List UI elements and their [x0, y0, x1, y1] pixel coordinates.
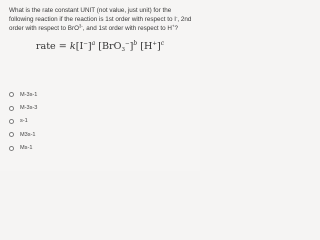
equation-term-iodide-charge: −: [83, 41, 88, 47]
equation-k: k: [69, 41, 76, 52]
equation-exponent-c: c: [160, 40, 165, 47]
radio-button[interactable]: [9, 106, 14, 111]
equation-term-iodide: [I: [75, 41, 84, 52]
answer-option[interactable]: [9, 101, 37, 114]
question-line-3-superscript-2: +: [171, 23, 175, 29]
answer-options: [9, 88, 37, 155]
answer-option[interactable]: [9, 128, 37, 141]
question-text: [9, 6, 195, 33]
equation-exponent-a: a: [91, 40, 96, 47]
radio-button[interactable]: [9, 132, 14, 137]
answer-option[interactable]: [9, 142, 37, 155]
question-line-2-end: , 2nd: [177, 16, 192, 23]
radio-button[interactable]: [9, 92, 14, 97]
radio-button[interactable]: [9, 119, 14, 124]
equation-lhs: rate =: [35, 41, 70, 52]
equation-term-hydrogen: [H: [140, 41, 153, 52]
question-line-3-end: ?: [174, 25, 178, 32]
question-line-3-superscript: 3-: [79, 23, 83, 29]
equation-term-bromate-close: ]: [129, 41, 134, 52]
equation-term-bromate-charge: −: [125, 41, 130, 47]
answer-option-label: s-1: [20, 118, 28, 125]
question-line-3: order with respect to BrO: [9, 25, 79, 32]
answer-option[interactable]: [9, 88, 37, 101]
question-line-2-superscript: -: [175, 14, 178, 20]
answer-option[interactable]: [9, 115, 37, 128]
equation-term-bromate: [BrO: [98, 41, 122, 52]
question-line-1: What is the rate constant UNIT (not value, just unit) for the: [9, 7, 172, 14]
answer-option-label: M-3s-1: [20, 91, 38, 98]
rate-law-equation: [0, 40, 200, 53]
equation-term-iodide-close: ]: [87, 41, 92, 52]
question-line-3-middle: , and 1st order with respect to H: [82, 25, 172, 32]
answer-option-label: Ms-1: [20, 145, 33, 152]
radio-button[interactable]: [9, 146, 14, 151]
equation-term-hydrogen-charge: +: [152, 41, 157, 47]
answer-option-label: M-3s-3: [20, 105, 38, 112]
question-card: [0, 0, 200, 171]
equation-term-hydrogen-close: ]: [156, 41, 161, 52]
answer-option-label: M3s-1: [20, 131, 36, 138]
equation-exponent-b: b: [133, 40, 138, 47]
question-line-2: following reaction if the reaction is 1st order with respect to I: [9, 16, 176, 23]
equation-term-bromate-subscript: 3: [121, 47, 125, 53]
